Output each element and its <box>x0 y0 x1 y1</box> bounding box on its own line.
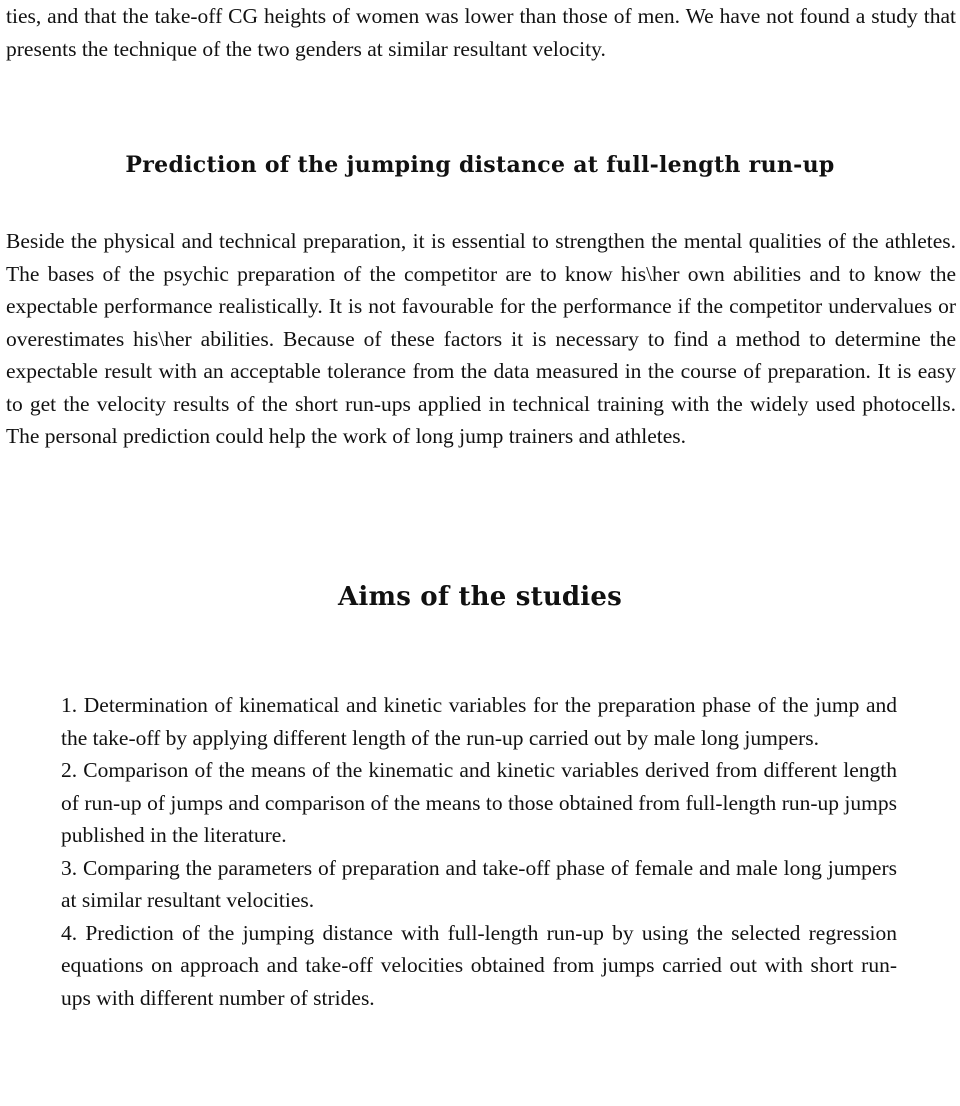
aims-list-item: 4. Prediction of the jumping distance with full-length run-up by using the selected regression equations on approach and take-off velocities obtained from jumps carried out with short run-ups with different number of strides. <box>61 920 897 1010</box>
section-heading-prediction: Prediction of the jumping distance at full-length run-up <box>125 152 835 178</box>
aims-list-item: 3. Comparing the parameters of preparation and take-off phase of female and male long jumpers at similar resultant velocities. <box>61 855 897 912</box>
intro-paragraph: ties, and that the take-off CG heights of women was lower than those of men. We have not found a study that presents the technique of the two genders at similar resultant velocity. <box>6 4 956 61</box>
aims-list-item: 1. Determination of kinematical and kinetic variables for the preparation phase of the jump and the take-off by applying different length of the run-up carried out by male long jumpers. <box>61 693 897 750</box>
aims-list <box>61 689 897 1014</box>
section-heading-aims: Aims of the studies <box>338 582 622 612</box>
prediction-paragraph: Beside the physical and technical preparation, it is essential to strengthen the mental qualities of the athletes. The bases of the psychic preparation of the competitor are to know his\her own abilities and to know the expectable performance realistically. It is not favourable for the performance if the competitor undervalues or overestimates his\her abilities. Because of these factors it is necessary to find a method to determine the expectable result with an acceptable tolerance from the data measured in the course of preparation. It is easy to get the velocity results of the short run-ups applied in technical training with the widely used photocells. The personal prediction could help the work of long jump trainers and athletes. <box>6 229 956 448</box>
aims-list-item: 2. Comparison of the means of the kinematic and kinetic variables derived from different length of run-up of jumps and comparison of the means to those obtained from full-length run-up jumps published in the literature. <box>61 758 897 847</box>
